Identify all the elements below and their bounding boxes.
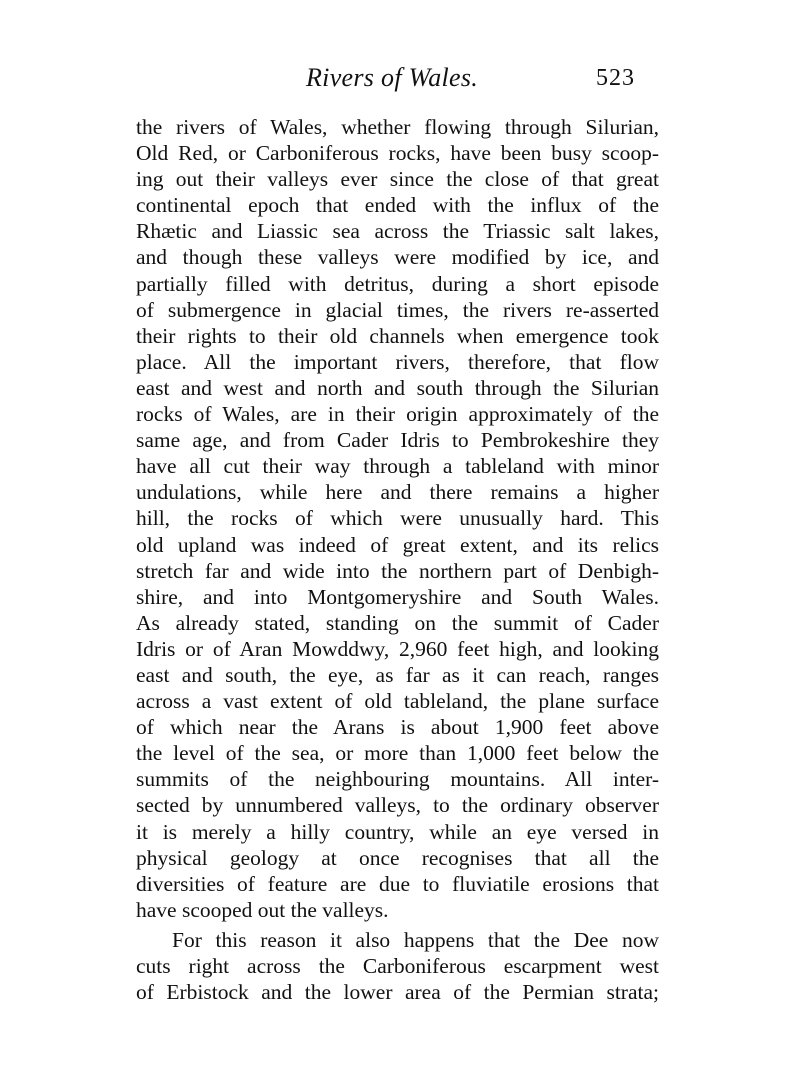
running-head [0,58,795,98]
text-line: undulations, while here and there remains a higher [136,480,659,505]
text-line: their rights to their old channels when emergence took [136,323,659,348]
text-line: Rhætic and Liassic sea across the Triassic salt lakes, [136,219,659,244]
text-line: physical geology at once recognises that all the [136,845,659,870]
text-line: rocks of Wales, are in their origin approximately of the [136,402,659,427]
running-head-title: Rivers of Wales. [306,63,479,92]
text-line: place. All the important rivers, therefore, that flow [136,349,659,374]
text-line: For this reason it also happens that the Dee now [172,927,659,952]
text-line: cuts right across the Carboniferous escarpment west [136,954,659,978]
text-line: Idris or of Aran Mowddwy, 2,960 feet high, and looking [136,636,659,661]
text-line: same age, and from Cader Idris to Pembrokeshire they [136,428,659,453]
text-line: have all cut their way through a tableland with minor [136,454,659,479]
text-line: the level of the sea, or more than 1,000 feet below the [136,741,659,766]
text-line: old upland was indeed of great extent, and its relics [136,532,659,557]
text-line: hill, the rocks of which were unusually hard. This [136,506,659,531]
text-line: diversities of feature are due to fluviatile erosions that [136,871,659,896]
text-line: ing out their valleys ever since the close of that great [136,167,659,192]
text-line: east and south, the eye, as far as it can reach, ranges [136,662,659,687]
page-number: 523 [596,65,635,91]
text-line: partially filled with detritus, during a short episode [136,271,659,296]
text-line: As already stated, standing on the summit of Cader [136,610,659,635]
text-line: of submergence in glacial times, the rivers re-asserted [136,297,659,322]
paragraph [136,927,659,1005]
text-line: across a vast extent of old tableland, the plane surface [136,689,659,714]
text-line: of which near the Arans is about 1,900 feet above [136,715,659,740]
text-line: have scooped out the valleys. [136,897,389,922]
paragraph [136,114,659,923]
text-line: of Erbistock and the lower area of the Permian strata; [136,980,659,1005]
text-line: the rivers of Wales, whether flowing through Silurian, [136,115,659,139]
text-line: stretch far and wide into the northern part of Denbigh- [136,558,659,583]
text-line: summits of the neighbouring mountains. All inter- [136,767,659,792]
text-line: sected by unnumbered valleys, to the ordinary observer [136,793,659,818]
text-line: continental epoch that ended with the influx of the [136,193,659,218]
text-line: Old Red, or Carboniferous rocks, have been busy scoop- [136,141,659,166]
text-line: and though these valleys were modified by ice, and [136,245,659,270]
text-line: it is merely a hilly country, while an eye versed in [136,819,659,844]
body-text [136,114,659,1005]
text-line: east and west and north and south through the Silurian [136,375,659,400]
text-line: shire, and into Montgomeryshire and South Wales. [136,584,659,609]
